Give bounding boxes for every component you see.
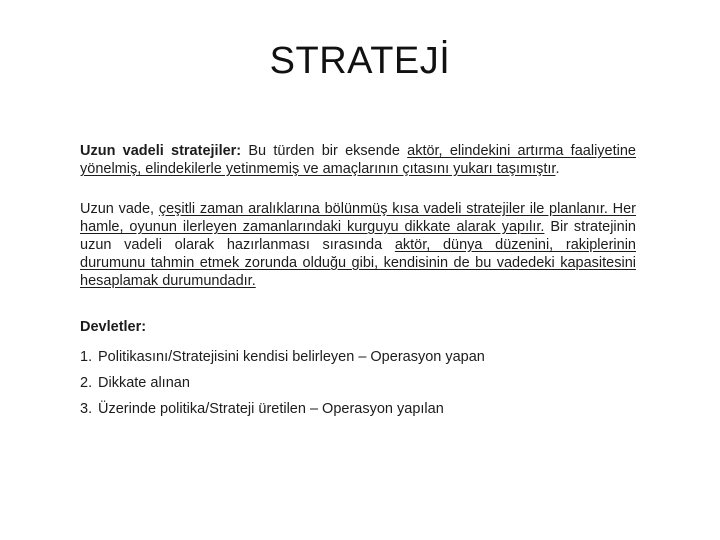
list-number: 2. [80,375,93,391]
list-item [80,396,636,422]
list-item [80,344,636,370]
slide-body [80,142,636,422]
paragraph-text: Bu türden bir eksende [241,143,408,159]
list-item-text: Politikasını/Stratejisini kendisi belirleyen – Operasyon yapan [98,349,485,365]
states-list [80,344,636,422]
page-title: STRATEJİ [269,40,451,82]
underlined-text: aktör, dünya düzenini, rakiplerinin durumunu tahmin etmek zorunda olduğu gibi, kendisinin de bu vadedeki kapasitesini hesaplamak durumundadır. [80,237,636,289]
term-label: Uzun vadeli stratejiler: [80,143,242,159]
list-item-text: Dikkate alınan [98,375,190,391]
list-number: 1. [80,349,93,365]
underlined-text: çeşitli zaman aralıklarına bölünmüş kısa vadeli stratejiler ile planlanır. Her hamle, oyunun ilerleyen zamanlarındaki kurguyu dikkate alarak yapılır. [80,201,636,235]
list-heading: Devletler: [80,319,147,335]
paragraph-text: Bir stratejinin uzun vadeli olarak hazırlanması sırasında [80,219,636,253]
paragraph-long-term-planning [80,200,636,290]
paragraph-text: . [555,161,560,177]
paragraph-long-term-strategies [80,142,636,178]
paragraph-text: Uzun vade, [80,201,159,217]
underlined-text: aktör, elindekini artırma faaliyetine yönelmiş, elindekilerle yetinmemiş ve amaçlarının çıtasını yukarı taşımıştır [80,143,636,177]
list-item-text: Üzerinde politika/Strateji üretilen – Operasyon yapılan [98,401,444,417]
list-number: 3. [80,401,93,417]
list-item [80,370,636,396]
